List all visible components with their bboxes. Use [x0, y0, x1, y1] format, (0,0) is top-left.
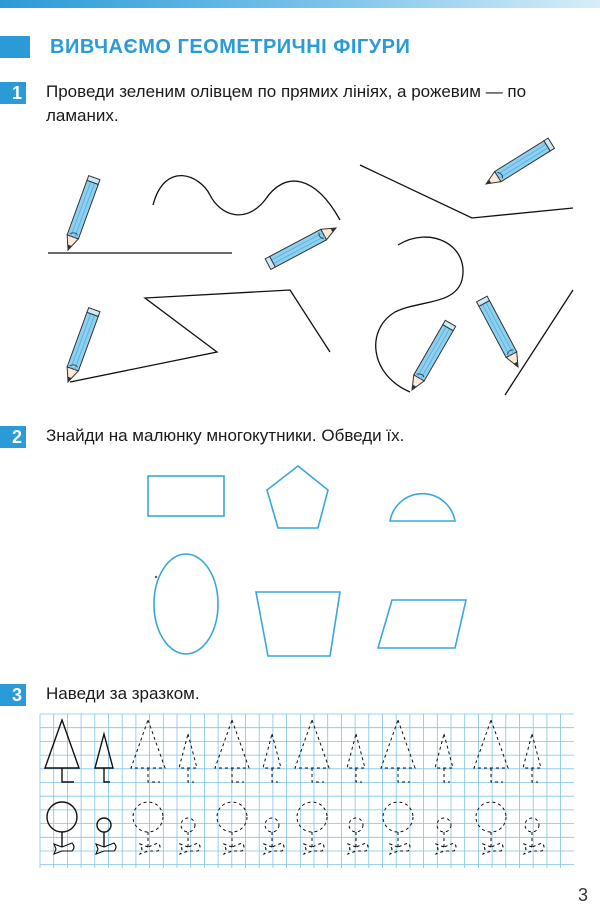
parallelogram-shape[interactable] [378, 600, 466, 648]
broken-line[interactable] [70, 290, 330, 382]
grid-lines [40, 714, 574, 868]
trapezoid-shape[interactable] [256, 592, 340, 656]
task-number-3: 3 [0, 684, 26, 706]
tracing-figures[interactable] [45, 720, 544, 854]
pencil-icon [62, 308, 100, 384]
rectangle-shape[interactable] [148, 476, 224, 516]
task-number-1: 1 [0, 82, 26, 104]
tree-icon [45, 720, 79, 782]
curved-line[interactable] [153, 176, 340, 220]
semicircle-shape[interactable] [390, 494, 455, 521]
page-number: 3 [577, 885, 588, 905]
title-marker [0, 36, 30, 58]
task-3-tracing-grid[interactable] [0, 700, 600, 880]
task-2-instruction: Знайди на малюнку многокутники. Обведи їх. [46, 426, 405, 445]
page-title: ВИВЧАЄМО ГЕОМЕТРИЧНІ ФІГУРИ [50, 36, 411, 58]
pencil-icon [477, 296, 524, 370]
tree-icon [474, 720, 508, 782]
pencil-icon [483, 138, 555, 189]
top-color-bar [0, 0, 600, 8]
pentagon-shape[interactable] [267, 466, 328, 528]
task-1-lines-figure[interactable] [0, 130, 600, 400]
pencil-icon [407, 320, 456, 393]
task-2-shapes-figure[interactable] [0, 455, 600, 665]
task-3-instruction: Наведи за зразком. [46, 684, 200, 703]
pencil-icon [265, 223, 339, 270]
pencil-icon [62, 176, 100, 252]
broken-line[interactable] [360, 165, 573, 218]
straight-line[interactable] [505, 290, 573, 395]
task-number-2: 2 [0, 426, 26, 448]
ellipse-shape[interactable] [154, 554, 218, 654]
stray-dot [155, 576, 157, 578]
task-1-instruction: Проведи зеленим олівцем по прямих лініях, а рожевим — по ламаних. [46, 82, 527, 125]
